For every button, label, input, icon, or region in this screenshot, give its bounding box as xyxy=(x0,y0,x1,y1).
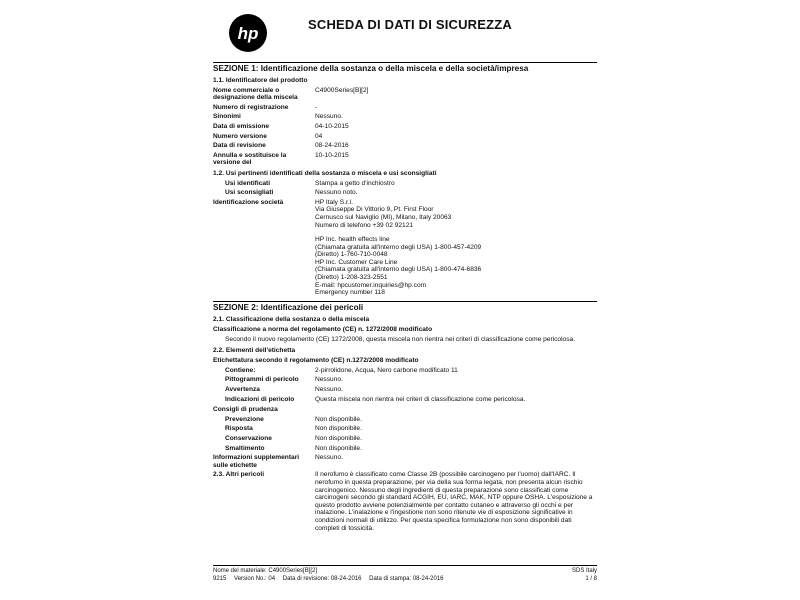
field-value: Non disponibile. xyxy=(315,425,362,433)
company-line: Numero di telefono +39 02 92121 xyxy=(315,221,414,229)
section-1-title: SEZIONE 1: Identificazione della sostanza o della miscela e della società/impresa xyxy=(213,64,529,73)
field-label: Usi sconsigliati xyxy=(225,189,274,197)
footer-version: Version No.: 04 xyxy=(234,576,276,582)
prudence-title: Consigli di prudenza xyxy=(213,406,278,414)
field-label: 2.3. Altri pericoli xyxy=(213,471,265,479)
svg-text:hp: hp xyxy=(237,24,259,43)
footer-print-date: Data di stampa: 08-24-2016 xyxy=(369,576,444,582)
field-label: Data di revisione xyxy=(213,142,266,150)
subsection-2-1-title: 2.1. Classificazione della sostanza o della miscela xyxy=(213,315,370,323)
company-row xyxy=(213,199,597,297)
footer-code: 9215 xyxy=(213,576,227,582)
field-label: Informazioni supplementari sulle etichette xyxy=(213,454,300,469)
field-label: Numero versione xyxy=(213,132,267,140)
labelling-title: Etichettatura secondo il regolamento (CE) n.1272/2008 modificato xyxy=(213,357,419,365)
field-row xyxy=(213,435,597,443)
document-body xyxy=(213,62,597,532)
company-line: (Diretto) 1-208-323-2551 xyxy=(315,274,388,282)
section-2 xyxy=(213,301,597,532)
section-1 xyxy=(213,62,597,297)
field-label: Prevenzione xyxy=(225,415,264,423)
footer-material-name: Nome del materiale: C4900Series[B][2] xyxy=(213,568,318,574)
field-row xyxy=(213,104,597,112)
field-value: Nessuno noto. xyxy=(315,189,358,197)
field-row xyxy=(213,87,597,102)
field-value: Questa miscela non rientra nei criteri di classificazione come pericolosa. xyxy=(315,395,526,403)
company-line: HP Inc. health effects line xyxy=(315,236,390,244)
company-details xyxy=(315,199,597,297)
footer-revision-date: Data di revisione: 08-24-2016 xyxy=(282,576,362,582)
field-label: Conservazione xyxy=(225,434,272,442)
field-label: Usi identificati xyxy=(225,179,271,187)
field-label: Annulla e sostituisce la versione del xyxy=(213,151,287,167)
subsection-1-1-title: 1.1. Identificatore del prodotto xyxy=(213,77,308,84)
field-value: 08-24-2016 xyxy=(315,142,349,150)
field-row xyxy=(213,180,597,188)
field-label: Avvertenza xyxy=(225,386,260,393)
company-line: HP Italy S.r.l. xyxy=(315,198,353,206)
field-label: Indicazioni di pericolo xyxy=(225,395,295,403)
field-value: Non disponibile. xyxy=(315,434,362,442)
field-value: Nessuno. xyxy=(315,376,343,384)
company-label: Identificazione società xyxy=(213,198,284,206)
field-label: Risposta xyxy=(225,425,253,433)
field-value: Nessuno. xyxy=(315,454,343,462)
subsection-1-2-title: 1.2. Usi pertinenti identificati della sostanza o miscela e usi sconsigliati xyxy=(213,169,437,177)
field-value: 10-10-2015 xyxy=(315,151,349,159)
field-row xyxy=(213,396,597,404)
company-line: HP Inc. Customer Care Line xyxy=(315,258,398,266)
field-label: Sinonimi xyxy=(213,113,241,121)
footer-page-number: 1 / 8 xyxy=(585,576,597,582)
document-title: SCHEDA DI DATI DI SICUREZZA xyxy=(308,17,513,32)
company-line: Via Giuseppe Di Vittorio 9, Pt. First Floor xyxy=(315,206,434,214)
field-label: Data di emissione xyxy=(213,122,270,130)
field-value: Stampa a getto d'inchiostro xyxy=(315,179,395,187)
field-value: 2-pirrolidone, Acqua, Nero carbone modificato 11 xyxy=(315,366,458,374)
field-row xyxy=(213,471,597,532)
field-row xyxy=(213,445,597,453)
field-row xyxy=(213,113,597,121)
field-row xyxy=(213,142,597,150)
company-spacer xyxy=(315,229,597,236)
field-value: C4900Series[B][2] xyxy=(315,86,369,94)
field-row xyxy=(213,416,597,424)
field-label: Pittogrammi di pericolo xyxy=(225,376,299,384)
company-line: E-mail: hpcustomer.inquiries@hp.com xyxy=(315,281,427,289)
field-row xyxy=(213,189,597,197)
other-hazards-text: Il nerofumo è classificato come Classe 2B (possibile carcinogeno per l'uomo) dall'IARC. Il nerofumo in questa preparazione, per via della sua forma legata, non presenta alcun rischio carcinogenico. Nessuno degli ingredienti di questa preparazione sono classificati come carcinogeni secondo gli standard ACGIH, EU, IARC, MAK, NTP oppure OSHA. L'esposizione a questo prodotto avviene potenzialmente per contatto cutaneo e attraverso gli occhi e per inalazione. L'inalazione e l'ingestione non sono ritenute vie di esposizione significative in condizioni normali di utilizzo. Per questa specifica formulazione non sono disponibili dati completi di tossicità. xyxy=(315,471,593,532)
company-line: Cernusco sul Naviglio (MI), Milano, Italy 20063 xyxy=(315,213,452,221)
field-label: Nome commerciale o designazione della miscela xyxy=(213,86,298,102)
field-row xyxy=(213,454,597,469)
field-value: - xyxy=(315,103,318,111)
footer-row-2 xyxy=(213,575,597,583)
hp-logo-icon xyxy=(229,14,267,52)
field-value: Non disponibile. xyxy=(315,444,362,452)
classification-title: Classificazione a norma del regolamento (CE) n. 1272/2008 modificato xyxy=(213,326,433,334)
company-line: (Chiamata gratuita all'interno degli USA) 1-800-457-4209 xyxy=(315,243,482,251)
field-row xyxy=(213,425,597,433)
field-label: Contiene: xyxy=(225,366,256,374)
field-row xyxy=(213,386,597,394)
company-line: (Diretto) 1-760-710-0048 xyxy=(315,251,388,259)
field-value: 04 xyxy=(315,132,323,140)
field-row xyxy=(213,376,597,384)
field-label: Numero di registrazione xyxy=(213,103,289,111)
field-row xyxy=(213,133,597,141)
section-2-title: SEZIONE 2: Identificazione dei pericoli xyxy=(213,302,364,312)
footer-row-1 xyxy=(213,567,597,575)
field-value: 04-10-2015 xyxy=(315,122,349,130)
classification-text: Secondo il nuovo regolamento (CE) 1272/2008, questa miscela non rientra nei criteri di classificazione come pericolosa. xyxy=(225,336,576,344)
footer-country: SDS Italy xyxy=(571,568,597,574)
field-row xyxy=(213,367,597,375)
company-line: Emergency number 118 xyxy=(315,289,385,297)
field-value: Non disponibile. xyxy=(315,415,362,423)
page-footer xyxy=(213,565,597,583)
field-value: Nessuno. xyxy=(315,113,343,121)
field-value: Nessuno. xyxy=(315,386,343,393)
company-line: (Chiamata gratuita all'interno degli USA) 1-800-474-6836 xyxy=(315,266,482,274)
field-label: Smaltimento xyxy=(225,444,265,452)
subsection-2-2-title: 2.2. Elementi dell'etichetta xyxy=(213,346,296,354)
field-row xyxy=(213,152,597,167)
field-row xyxy=(213,123,597,131)
